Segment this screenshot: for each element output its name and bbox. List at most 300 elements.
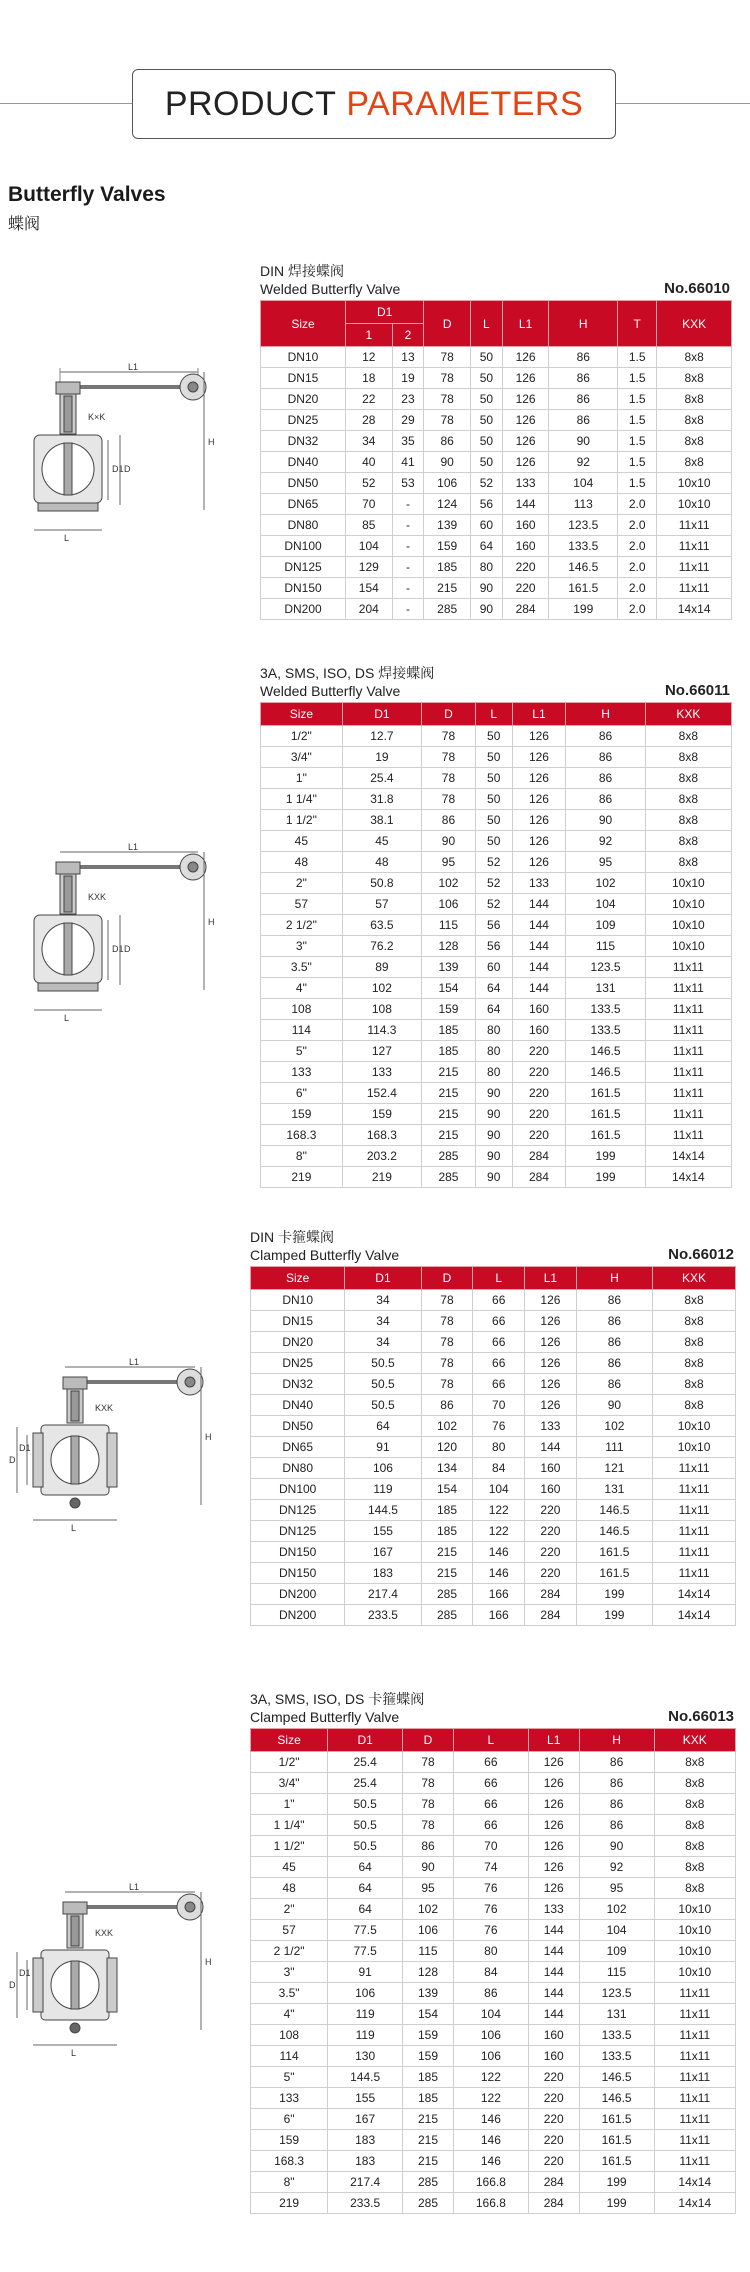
dim-label-l1: L1 <box>129 1357 140 1367</box>
table-cell: 4" <box>251 2004 328 2025</box>
table-cell: 50 <box>475 768 512 789</box>
table-cell: 185 <box>403 2088 454 2109</box>
table-cell: 106 <box>453 2025 528 2046</box>
table-cell: DN15 <box>251 1311 345 1332</box>
table-cell: 64 <box>328 1878 403 1899</box>
table-row <box>261 557 732 578</box>
table-cell: 86 <box>576 1290 652 1311</box>
table-cell: 285 <box>403 2193 454 2214</box>
table-cell: 86 <box>576 1332 652 1353</box>
table-cell: 86 <box>579 1794 654 1815</box>
table-cell: 126 <box>512 831 566 852</box>
table-cell: 126 <box>525 1395 577 1416</box>
table-cell: 146.5 <box>566 1041 645 1062</box>
table-cell: 146 <box>453 2151 528 2172</box>
table-cell: 52 <box>475 852 512 873</box>
table-cell: 144 <box>512 936 566 957</box>
table-cell: 28 <box>345 410 392 431</box>
banner-title-word1: PRODUCT <box>164 84 337 123</box>
table-row <box>251 1311 736 1332</box>
table-cell: 5" <box>261 1041 343 1062</box>
table-cell: 19 <box>392 368 424 389</box>
table-cell: 14x14 <box>654 2193 735 2214</box>
dim-label-l: L <box>71 1523 77 1533</box>
table-cell: 84 <box>473 1458 525 1479</box>
table-cell: DN125 <box>251 1500 345 1521</box>
table-cell: 85 <box>345 515 392 536</box>
table-cell: 13 <box>392 347 424 368</box>
table-cell: 154 <box>403 2004 454 2025</box>
table-cell: 215 <box>422 1083 476 1104</box>
table-cell: 86 <box>576 1353 652 1374</box>
table-cell: 159 <box>261 1104 343 1125</box>
table-cell: 220 <box>512 1041 566 1062</box>
table-cell: 8x8 <box>653 1290 736 1311</box>
table-body <box>261 347 732 620</box>
table-cell: 78 <box>421 1332 473 1353</box>
table-cell: 14x14 <box>654 2172 735 2193</box>
table-cell: 34 <box>345 1290 421 1311</box>
table-cell: 80 <box>475 1020 512 1041</box>
table-row <box>251 1878 736 1899</box>
col-header-l1: L1 <box>502 301 549 347</box>
table-cell: 86 <box>566 747 645 768</box>
heading-chinese: 蝶阀 <box>8 216 41 233</box>
table-cell: 19 <box>342 747 421 768</box>
table-cell: 8x8 <box>657 431 732 452</box>
table-cell: 220 <box>528 2109 579 2130</box>
table-row <box>261 1041 732 1062</box>
table-cell: 8x8 <box>645 810 731 831</box>
table-cell: 3.5" <box>261 957 343 978</box>
table-cell: 50 <box>475 726 512 747</box>
table-cell: 11x11 <box>654 2004 735 2025</box>
table-row <box>261 578 732 599</box>
col-header-d1-2: 2 <box>392 324 424 347</box>
table-cell: 90 <box>470 599 502 620</box>
table-cell: 70 <box>345 494 392 515</box>
table-cell: DN15 <box>261 368 346 389</box>
table-cell: 57 <box>342 894 421 915</box>
table-cell: - <box>392 494 424 515</box>
table-cell: 133 <box>525 1416 577 1437</box>
table-row <box>251 1962 736 1983</box>
dim-label-l: L <box>64 1013 70 1023</box>
table-cell: 14x14 <box>657 599 732 620</box>
table-cell: 185 <box>424 557 471 578</box>
table-cell: 144.5 <box>345 1500 421 1521</box>
table-cell: 159 <box>251 2130 328 2151</box>
table-cell: 8x8 <box>654 1857 735 1878</box>
dim-label-d1: D1 <box>19 1968 31 1978</box>
table-cell: - <box>392 557 424 578</box>
table-cell: 144 <box>525 1437 577 1458</box>
table-cell: 119 <box>345 1479 421 1500</box>
table-row <box>251 1563 736 1584</box>
table-cell: 102 <box>403 1899 454 1920</box>
table-cell: 66 <box>453 1773 528 1794</box>
table-cell: 124 <box>424 494 471 515</box>
table-cell: 1.5 <box>618 368 657 389</box>
table-cell: 167 <box>345 1542 421 1563</box>
table-cell: 102 <box>576 1416 652 1437</box>
table-cell: 90 <box>475 1104 512 1125</box>
table-cell: 2 1/2" <box>251 1941 328 1962</box>
dim-label-h: H <box>208 437 215 447</box>
table-cell: 11x11 <box>654 2088 735 2109</box>
dim-label-l: L <box>64 533 70 543</box>
table-cell: 2.0 <box>618 557 657 578</box>
table-cell: 63.5 <box>342 915 421 936</box>
table-row <box>261 978 732 999</box>
table-cell: 126 <box>528 1752 579 1773</box>
table-cell: 126 <box>502 389 549 410</box>
table-cell: 144 <box>528 1962 579 1983</box>
table-cell: 109 <box>566 915 645 936</box>
table-cell: 6" <box>261 1083 343 1104</box>
table-cell: 133 <box>251 2088 328 2109</box>
table-cell: 160 <box>512 1020 566 1041</box>
table-cell: 60 <box>470 515 502 536</box>
table-cell: 2 1/2" <box>261 915 343 936</box>
table-cell: 166 <box>473 1584 525 1605</box>
table-cell: DN150 <box>251 1542 345 1563</box>
table-cell: 34 <box>345 1332 421 1353</box>
table-cell: 155 <box>328 2088 403 2109</box>
table-cell: 50 <box>470 347 502 368</box>
dim-label-d: D <box>9 1455 16 1465</box>
table-cell: DN10 <box>251 1290 345 1311</box>
table-cell: 18 <box>345 368 392 389</box>
clamped-valve-drawing-3a <box>5 1880 225 2095</box>
table-cell: 25.4 <box>342 768 421 789</box>
table-cell: 48 <box>342 852 421 873</box>
table-row <box>251 1584 736 1605</box>
table-cell: 1/2" <box>261 726 343 747</box>
table-cell: 102 <box>421 1416 473 1437</box>
col-header-l: L <box>473 1267 525 1290</box>
table-cell: 146.5 <box>576 1521 652 1542</box>
table-row <box>261 515 732 536</box>
table-cell: 115 <box>403 1941 454 1962</box>
table-cell: 78 <box>424 347 471 368</box>
table-cell: 119 <box>328 2004 403 2025</box>
col-header-d: D <box>422 703 476 726</box>
section-title-cn: 3A, SMS, ISO, DS 卡箍蝶阀 <box>250 1691 425 1707</box>
col-header-h: H <box>576 1267 652 1290</box>
table-cell: 78 <box>424 410 471 431</box>
table-cell: 3/4" <box>261 747 343 768</box>
table-cell: 154 <box>421 1479 473 1500</box>
table-cell: 104 <box>473 1479 525 1500</box>
table-cell: 215 <box>422 1104 476 1125</box>
table-cell: 161.5 <box>566 1125 645 1146</box>
table-cell: 203.2 <box>342 1146 421 1167</box>
table-cell: 285 <box>424 599 471 620</box>
table-cell: 64 <box>345 1416 421 1437</box>
table-cell: 220 <box>525 1542 577 1563</box>
col-header-d1: D1 <box>328 1729 403 1752</box>
table-cell: 1.5 <box>618 452 657 473</box>
table-cell: 144 <box>528 2004 579 2025</box>
table-cell: 215 <box>422 1062 476 1083</box>
table-cell: 50.5 <box>345 1353 421 1374</box>
table-cell: 50 <box>470 368 502 389</box>
table-cell: 64 <box>470 536 502 557</box>
table-cell: 160 <box>528 2046 579 2067</box>
table-cell: 119 <box>328 2025 403 2046</box>
table-cell: 215 <box>424 578 471 599</box>
table-cell: 183 <box>345 1563 421 1584</box>
table-cell: 133.5 <box>549 536 618 557</box>
table-cell: 50 <box>470 410 502 431</box>
table-cell: 70 <box>473 1395 525 1416</box>
table-cell: 106 <box>453 2046 528 2067</box>
banner-title-box <box>132 69 616 139</box>
table-cell: 45 <box>251 1857 328 1878</box>
dim-label-l1: L1 <box>129 1882 140 1892</box>
product-heading <box>8 183 166 234</box>
section-code: No.66013 <box>668 1708 734 1725</box>
table-cell: 86 <box>421 1395 473 1416</box>
table-cell: 70 <box>453 1836 528 1857</box>
table-cell: 11x11 <box>654 2151 735 2172</box>
table-header-row <box>251 1729 736 1752</box>
table-row <box>261 852 732 873</box>
table-cell: 8x8 <box>654 1794 735 1815</box>
table-cell: 1.5 <box>618 473 657 494</box>
table-cell: 284 <box>512 1146 566 1167</box>
table-row <box>251 2172 736 2193</box>
table-cell: 3" <box>261 936 343 957</box>
table-cell: 133.5 <box>566 1020 645 1041</box>
table-cell: 199 <box>579 2193 654 2214</box>
table-cell: 220 <box>512 1104 566 1125</box>
table-cell: 90 <box>475 1125 512 1146</box>
section-title-en: Welded Butterfly Valve <box>260 281 401 297</box>
table-cell: DN50 <box>251 1416 345 1437</box>
table-row <box>251 1395 736 1416</box>
table-cell: 161.5 <box>576 1563 652 1584</box>
col-header-h: H <box>566 703 645 726</box>
table-cell: 11x11 <box>654 2046 735 2067</box>
table-cell: 159 <box>424 536 471 557</box>
table-cell: 122 <box>473 1521 525 1542</box>
table-cell: 11x11 <box>645 1125 731 1146</box>
table-cell: DN65 <box>261 494 346 515</box>
dim-label-d: D <box>124 944 131 954</box>
table-cell: 127 <box>342 1041 421 1062</box>
table-cell: 8x8 <box>657 368 732 389</box>
table-cell: 161.5 <box>579 2130 654 2151</box>
table-cell: 76 <box>473 1416 525 1437</box>
table-cell: 144 <box>528 1983 579 2004</box>
table-cell: 146.5 <box>579 2088 654 2109</box>
table-cell: 91 <box>345 1437 421 1458</box>
clamped-valve-drawing-din <box>5 1355 225 1570</box>
table-cell: 3.5" <box>251 1983 328 2004</box>
table-cell: 1" <box>261 768 343 789</box>
table-cell: 78 <box>421 1374 473 1395</box>
table-cell: 8x8 <box>645 831 731 852</box>
table-body <box>261 726 732 1188</box>
table-cell: 10x10 <box>657 473 732 494</box>
table-row <box>251 1521 736 1542</box>
table-row <box>251 2004 736 2025</box>
section-66013 <box>250 1690 736 2214</box>
table-cell: 14x14 <box>653 1584 736 1605</box>
table-cell: 144 <box>528 1920 579 1941</box>
table-cell: 123.5 <box>579 1983 654 2004</box>
table-cell: 11x11 <box>653 1479 736 1500</box>
table-cell: 220 <box>502 557 549 578</box>
table-cell: 114.3 <box>342 1020 421 1041</box>
table-cell: 11x11 <box>654 2109 735 2130</box>
table-cell: 8x8 <box>645 768 731 789</box>
table-cell: 120 <box>421 1437 473 1458</box>
table-cell: 3/4" <box>251 1773 328 1794</box>
table-cell: 199 <box>566 1167 645 1188</box>
table-cell: 133 <box>502 473 549 494</box>
table-cell: 104 <box>345 536 392 557</box>
table-cell: 8x8 <box>654 1836 735 1857</box>
table-cell: 215 <box>403 2109 454 2130</box>
table-cell: 199 <box>576 1584 652 1605</box>
table-cell: 133.5 <box>579 2046 654 2067</box>
table-cell: 64 <box>475 978 512 999</box>
table-row <box>251 1605 736 1626</box>
table-cell: 123.5 <box>549 515 618 536</box>
table-cell: 284 <box>525 1584 577 1605</box>
table-cell: 126 <box>512 789 566 810</box>
table-row <box>251 1836 736 1857</box>
table-cell: 10x10 <box>657 494 732 515</box>
table-cell: 86 <box>566 768 645 789</box>
table-row <box>261 873 732 894</box>
table-cell: 76.2 <box>342 936 421 957</box>
table-cell: 86 <box>579 1752 654 1773</box>
section-code: No.66012 <box>668 1246 734 1263</box>
table-cell: 78 <box>422 747 476 768</box>
table-cell: 8x8 <box>645 726 731 747</box>
dim-label-l1: L1 <box>128 362 139 372</box>
table-cell: DN40 <box>251 1395 345 1416</box>
table-cell: 80 <box>475 1041 512 1062</box>
table-cell: 1.5 <box>618 431 657 452</box>
table-cell: 86 <box>579 1773 654 1794</box>
table-cell: 86 <box>576 1374 652 1395</box>
table-cell: 95 <box>403 1878 454 1899</box>
dim-label-kxk: KXK <box>95 1403 114 1413</box>
table-cell: 285 <box>421 1605 473 1626</box>
table-cell: 8x8 <box>657 410 732 431</box>
table-cell: 11x11 <box>653 1542 736 1563</box>
table-cell: 159 <box>342 1104 421 1125</box>
table-cell: 25.4 <box>328 1773 403 1794</box>
table-cell: 86 <box>579 1815 654 1836</box>
table-cell: 48 <box>261 852 343 873</box>
welded-valve-drawing-din <box>8 360 228 575</box>
table-row <box>251 1794 736 1815</box>
table-cell: 22 <box>345 389 392 410</box>
table-cell: 86 <box>422 810 476 831</box>
table-row <box>251 1899 736 1920</box>
dim-label-d1: D1 <box>19 1443 31 1453</box>
col-header-d1: D1 <box>345 301 423 324</box>
section-title-cn: DIN 焊接蝶阀 <box>260 263 344 279</box>
table-cell: 50 <box>470 389 502 410</box>
section-title-cn: 3A, SMS, ISO, DS 焊接蝶阀 <box>260 665 435 681</box>
table-row <box>261 1104 732 1125</box>
table-cell: 161.5 <box>549 578 618 599</box>
banner-title-word2: PARAMETERS <box>346 84 584 123</box>
table-cell: 11x11 <box>645 957 731 978</box>
table-cell: 14x14 <box>653 1605 736 1626</box>
table-row <box>261 1146 732 1167</box>
col-header-l: L <box>475 703 512 726</box>
table-cell: 8x8 <box>657 452 732 473</box>
table-cell: 11x11 <box>654 2067 735 2088</box>
table-cell: 78 <box>421 1353 473 1374</box>
col-header-h: H <box>549 301 618 347</box>
table-cell: 48 <box>251 1878 328 1899</box>
table-row <box>251 1941 736 1962</box>
table-row <box>261 494 732 515</box>
welded-valve-drawing-3a <box>8 840 228 1055</box>
table-cell: 34 <box>345 1311 421 1332</box>
section-header <box>260 262 732 300</box>
table-cell: 11x11 <box>653 1500 736 1521</box>
table-cell: DN100 <box>251 1479 345 1500</box>
table-cell: 233.5 <box>345 1605 421 1626</box>
table-cell: 284 <box>528 2172 579 2193</box>
table-cell: 77.5 <box>328 1920 403 1941</box>
table-cell: 8x8 <box>653 1311 736 1332</box>
table-row <box>261 368 732 389</box>
table-cell: 11x11 <box>654 2025 735 2046</box>
table-cell: 284 <box>525 1605 577 1626</box>
table-cell: DN200 <box>251 1605 345 1626</box>
section-66010 <box>260 262 732 620</box>
table-row <box>261 473 732 494</box>
table-row <box>251 1752 736 1773</box>
table-cell: 91 <box>328 1962 403 1983</box>
table-cell: 86 <box>566 726 645 747</box>
table-row <box>261 831 732 852</box>
table-cell: 160 <box>502 536 549 557</box>
table-cell: 66 <box>473 1353 525 1374</box>
table-cell: 126 <box>502 410 549 431</box>
table-row <box>251 1500 736 1521</box>
table-cell: 8" <box>251 2172 328 2193</box>
table-cell: 126 <box>502 347 549 368</box>
table-cell: 50 <box>470 431 502 452</box>
table-cell: 161.5 <box>576 1542 652 1563</box>
table-cell: 11x11 <box>653 1563 736 1584</box>
table-cell: 134 <box>421 1458 473 1479</box>
table-cell: 285 <box>422 1146 476 1167</box>
table-cell: 160 <box>512 999 566 1020</box>
table-cell: 11x11 <box>657 557 732 578</box>
table-cell: 25.4 <box>328 1752 403 1773</box>
table-cell: 10x10 <box>653 1416 736 1437</box>
col-header-l: L <box>453 1729 528 1752</box>
table-row <box>251 1773 736 1794</box>
section-header <box>260 664 732 702</box>
table-cell: 10x10 <box>645 873 731 894</box>
table-cell: 220 <box>512 1083 566 1104</box>
table-cell: 92 <box>579 1857 654 1878</box>
